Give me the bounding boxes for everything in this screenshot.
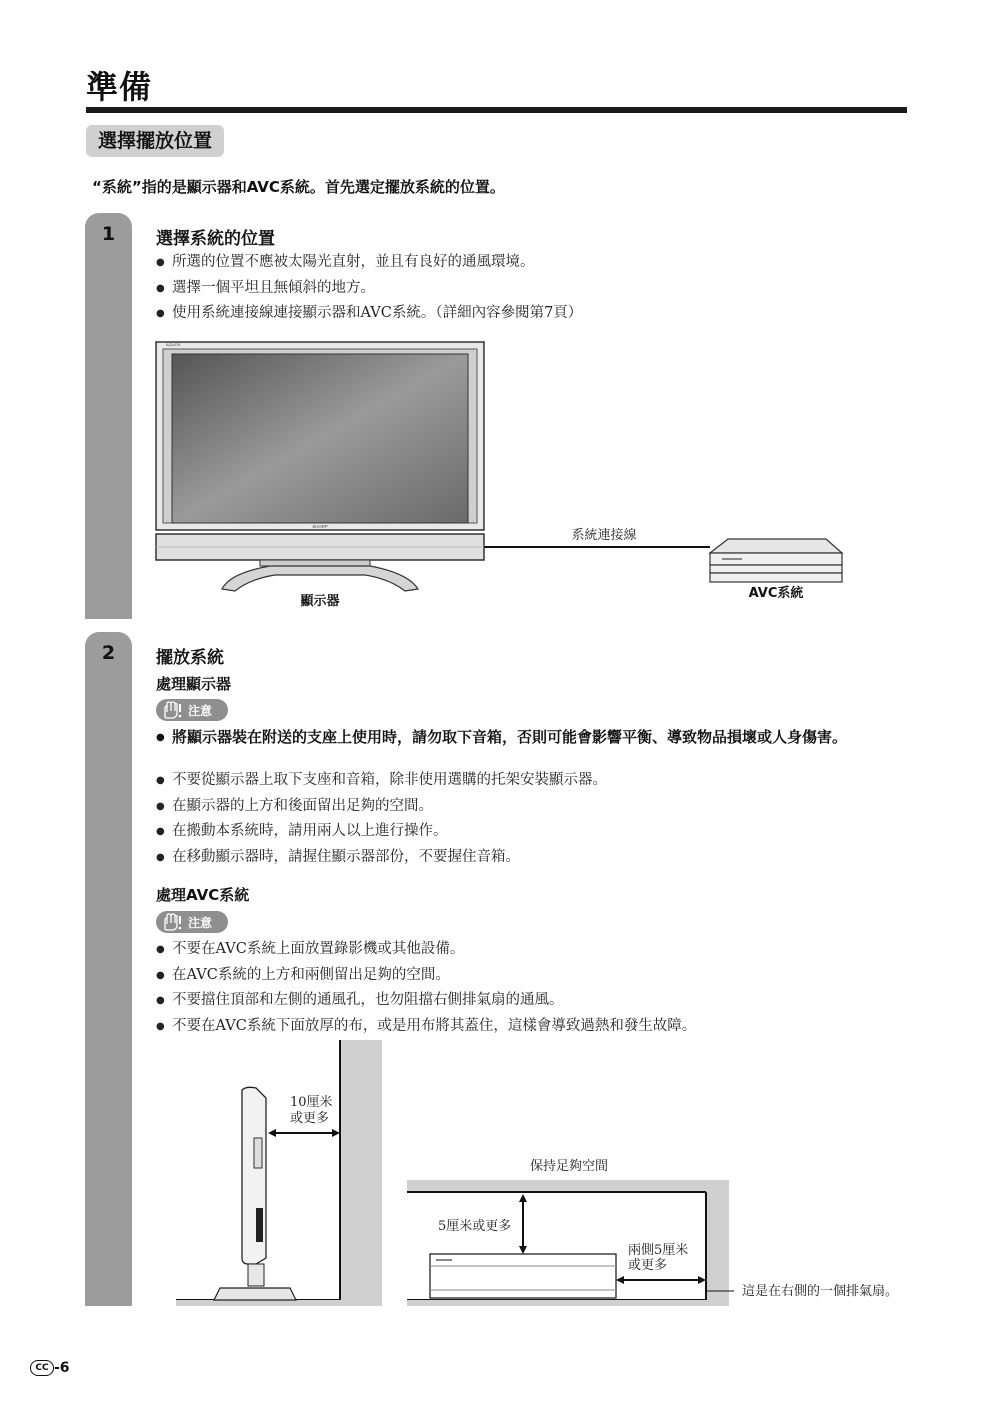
connection-diagram [150, 335, 860, 615]
section-heading: 選擇擺放位置 [86, 125, 224, 157]
cable-label: 系統連接線 [571, 528, 637, 543]
side-gap-label-2: 或更多 [628, 1258, 668, 1273]
avc-bullets [156, 937, 916, 1039]
display-label: 顯示器 [300, 594, 340, 609]
list-item: ● 不要擋住頂部和左側的通風孔，也勿阻擋右側排氣扇的通風。 [156, 988, 916, 1014]
step-2-bar [85, 632, 132, 1306]
step-1-number: 1 [101, 223, 116, 245]
avc-handling-heading: 處理AVC系統 [156, 886, 250, 904]
step-2-title: 擺放系統 [156, 648, 224, 668]
caution-badge [156, 911, 228, 933]
page-title: 準備 [86, 68, 153, 106]
avc-clearance-diagram [400, 1150, 920, 1310]
display-warning-list [156, 728, 901, 747]
avc-system-illustration [710, 539, 842, 582]
page-footer [30, 1360, 70, 1376]
display-handling-heading: 處理顯示器 [156, 675, 232, 693]
step-1-bar [85, 213, 132, 619]
list-item: ● 將顯示器裝在附送的支座上使用時，請勿取下音箱，否則可能會影響平衡、導致物品損壞或人身傷害。 [156, 728, 901, 747]
tv-gap-label-2: 或更多 [290, 1111, 330, 1126]
list-item: ● 使用系統連接線連接顯示器和AVC系統。（詳細內容參閱第7頁） [156, 301, 896, 327]
avc-label: AVC系統 [748, 586, 804, 601]
side-gap-label-1: 兩側5厘米 [628, 1243, 689, 1258]
list-item: ● 在顯示器的上方和後面留出足夠的空間。 [156, 794, 901, 820]
keep-space-label: 保持足夠空間 [529, 1159, 609, 1174]
list-item: ● 不要從顯示器上取下支座和音箱，除非使用選購的托架安裝顯示器。 [156, 768, 901, 794]
fan-note: 這是在右側的一個排氣扇。 [742, 1284, 899, 1299]
hand-stop-icon [161, 701, 183, 719]
list-item: ● 選擇一個平坦且無傾斜的地方。 [156, 276, 896, 302]
display-illustration [156, 342, 484, 591]
step-1-bullets [156, 250, 896, 327]
title-divider [86, 107, 907, 113]
step-2-number: 2 [101, 642, 116, 664]
top-gap-label: 5厘米或更多 [438, 1219, 512, 1234]
list-item: ● 在搬動本系統時，請用兩人以上進行操作。 [156, 819, 901, 845]
page-number: -6 [54, 1360, 70, 1376]
tv-gap-label-1: 10厘米 [290, 1095, 333, 1110]
tv-brand-text: SHARP [312, 524, 328, 529]
caution-label: 注意 [188, 704, 213, 718]
list-item: ● 不要在AVC系統下面放厚的布，或是用布將其蓋住，這樣會導致過熱和發生故障。 [156, 1014, 916, 1040]
intro-text: “系統”指的是顯示器和AVC系統。首先選定擺放系統的位置。 [92, 178, 505, 196]
language-badge-icon: CC [30, 1360, 54, 1376]
hand-stop-icon [161, 913, 183, 931]
step-1-title: 選擇系統的位置 [156, 229, 275, 249]
caution-label: 注意 [188, 916, 213, 930]
tv-model-text: AQUOS [166, 342, 181, 347]
display-bullets [156, 768, 901, 870]
list-item: ● 在AVC系統的上方和兩側留出足夠的空間。 [156, 963, 916, 989]
list-item: ● 不要在AVC系統上面放置錄影機或其他設備。 [156, 937, 916, 963]
list-item: ● 所選的位置不應被太陽光直射，並且有良好的通風環境。 [156, 250, 896, 276]
display-clearance-diagram [170, 1038, 390, 1308]
list-item: ● 在移動顯示器時，請握住顯示器部份，不要握住音箱。 [156, 845, 901, 871]
caution-badge [156, 699, 228, 721]
